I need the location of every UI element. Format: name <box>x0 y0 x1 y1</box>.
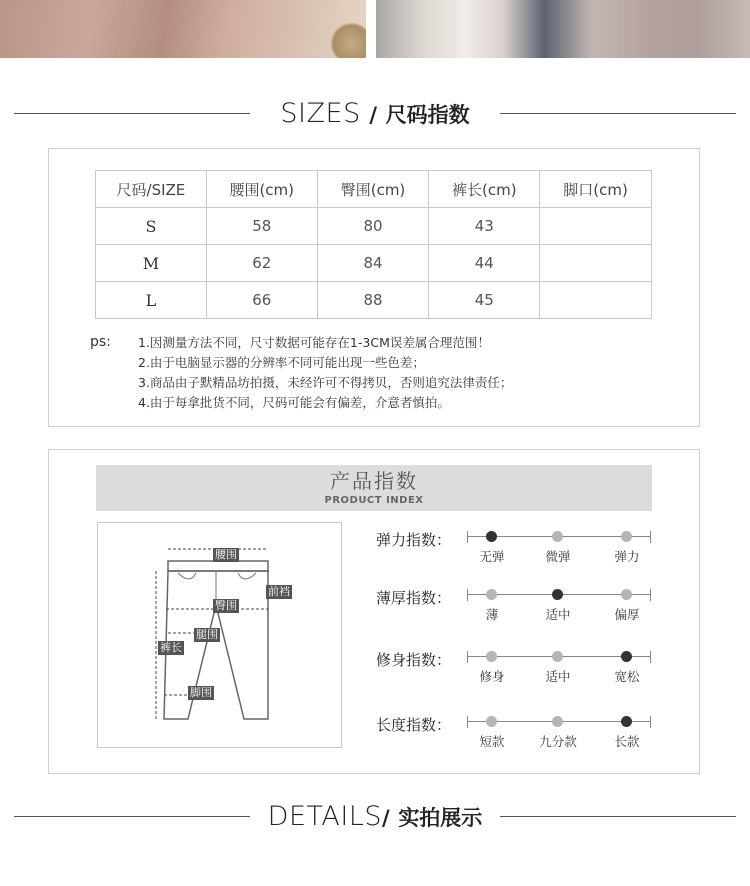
product-photo-strip <box>0 0 750 58</box>
option-label: 修身 <box>479 669 505 684</box>
cell-hem <box>540 282 652 319</box>
details-section-title <box>0 797 750 837</box>
note-line-4: 4.由于每拿批货不同，尺码可能会有偏差，介意者慎拍。 <box>138 395 450 410</box>
option-label: 微弹 <box>545 549 571 564</box>
tag-waist: 腰围 <box>215 548 237 561</box>
option-label: 适中 <box>545 669 571 684</box>
product-index-banner <box>96 465 652 511</box>
size-table <box>95 170 652 319</box>
product-photo-right <box>376 0 750 58</box>
index-dot <box>621 716 632 727</box>
cell-hip: 80 <box>317 208 429 245</box>
index-length-label: 长度指数： <box>376 716 452 734</box>
option-label: 弹力 <box>614 549 640 564</box>
note-line-1: 1.因测量方法不同，尺寸数据可能存在1-3CM误差属合理范围！ <box>138 335 490 350</box>
cell-hip: 84 <box>317 245 429 282</box>
index-fit-label: 修身指数： <box>376 651 452 669</box>
index-dot <box>486 589 497 600</box>
option-label: 适中 <box>545 607 571 622</box>
cell-length: 43 <box>429 208 540 245</box>
product-index-title-cn: 产品指数 <box>330 469 418 493</box>
index-dot <box>486 531 497 542</box>
option-label: 薄 <box>485 607 499 622</box>
note-line-3: 3.商品由子默精品坊拍摄，未经许可不得拷贝，否则追究法律责任； <box>138 375 513 390</box>
option-label: 无弹 <box>479 549 505 564</box>
index-thickness-scale <box>467 589 651 601</box>
table-row <box>96 245 652 282</box>
index-dot <box>552 589 563 600</box>
note-line-2: 2.由于电脑显示器的分辨率不同可能出现一些色差； <box>138 355 425 370</box>
option-label: 短款 <box>479 734 505 749</box>
sizes-section-title <box>0 94 750 134</box>
index-dot <box>621 589 632 600</box>
cell-length: 45 <box>429 282 540 319</box>
index-dot <box>552 651 563 662</box>
index-dot <box>486 716 497 727</box>
product-index-title-en: PRODUCT INDEX <box>324 495 424 506</box>
tag-hem: 脚围 <box>190 686 212 699</box>
index-length-scale <box>467 716 651 728</box>
size-table-header-row <box>96 171 652 208</box>
cell-hip: 88 <box>317 282 429 319</box>
header-waist: 腰围(cm) <box>206 171 317 208</box>
tag-hip: 臀围 <box>215 599 237 612</box>
header-length: 裤长(cm) <box>429 171 540 208</box>
product-photo-left <box>0 0 366 58</box>
details-title-sep: / <box>382 806 390 830</box>
cell-hem <box>540 208 652 245</box>
index-dot <box>552 531 563 542</box>
cell-waist: 58 <box>206 208 317 245</box>
header-size: 尺码/SIZE <box>96 171 207 208</box>
index-dot <box>552 716 563 727</box>
index-dot <box>621 531 632 542</box>
cell-size: L <box>96 282 207 319</box>
pants-measurement-diagram <box>97 522 342 748</box>
sizes-title-cn: 尺码指数 <box>385 103 470 127</box>
cell-size: S <box>96 208 207 245</box>
table-row <box>96 282 652 319</box>
cell-hem <box>540 245 652 282</box>
option-label: 偏厚 <box>614 607 640 622</box>
table-row <box>96 208 652 245</box>
option-label: 九分款 <box>539 734 577 749</box>
sizes-title-en: SIZES <box>280 98 361 129</box>
cell-waist: 62 <box>206 245 317 282</box>
notes-label: ps: <box>90 334 111 350</box>
cell-length: 44 <box>429 245 540 282</box>
sizes-title-sep: / <box>369 103 377 127</box>
index-dot <box>621 651 632 662</box>
details-title-en: DETAILS <box>267 801 383 832</box>
tag-front-rise: 前裆 <box>268 585 290 598</box>
header-hip: 臀围(cm) <box>317 171 429 208</box>
cell-waist: 66 <box>206 282 317 319</box>
tag-thigh: 腿围 <box>196 628 218 641</box>
index-elasticity-label: 弹力指数： <box>376 531 452 549</box>
index-fit-scale <box>467 651 651 663</box>
index-elasticity-scale <box>467 531 651 543</box>
option-label: 长款 <box>614 734 640 749</box>
option-label: 宽松 <box>614 669 640 684</box>
index-dot <box>486 651 497 662</box>
tag-length: 裤长 <box>160 641 182 654</box>
header-hem: 脚口(cm) <box>540 171 652 208</box>
cell-size: M <box>96 245 207 282</box>
index-thickness-label: 薄厚指数： <box>376 589 452 607</box>
details-title-cn: 实拍展示 <box>398 806 483 830</box>
